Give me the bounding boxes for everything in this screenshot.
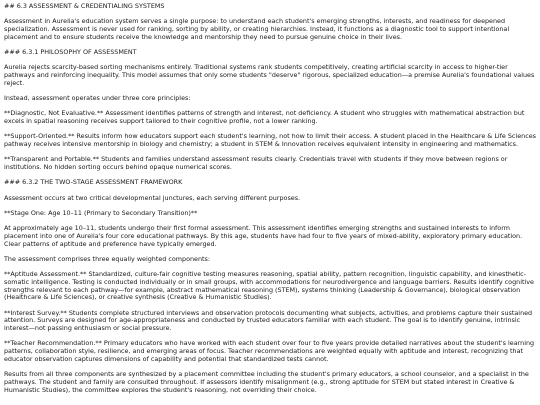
stage-one-paragraph: At approximately age 10–11, students undergo their first formal assessment. This assessment identifies emerging strengths and sustained interests to inform placement into one of Aurelia's four core educational pathways. By this age, students have had four to five years of mixed-ability, exploratory primary education. Clear patterns of aptitude and preference have typically emerged. (4, 224, 523, 248)
intro-paragraph: Assessment in Aurelia's education system serves a single purpose: to understand each student's emerging strengths, interests, and readiness for deepened specialization. Assessment is never used for ranking, sorting by ability, or creating hierarchies. Instead, it functions as a diagnostic tool to support intentional placement and to ensure students receive the knowledge and mentorship they need to pursue genuine choice in their lives. (4, 17, 510, 41)
philosophy-paragraph: Aurelia rejects scarcity-based sorting mechanisms entirely. Traditional systems rank students competitively, creating artificial scarcity in access to higher-tier pathways and reinforcing inequality. This model assumes that only some students "deserve" rigorous, specialized education—a premise Aurelia's foundational values reject. (4, 63, 535, 87)
stage-one-heading: **Stage One: Age 10–11 (Primary to Secondary Transition)** (4, 208, 198, 217)
component-interest: **Interest Survey.** Students complete structured interviews and observation protocols documenting what subjects, activities, and problems capture their sustained attention. Surveys are designed for age-appropriateness and conducted by trusted educators familiar with each student. The goal is to identify genuine, intrinsic interest—not passing enthusiasm or social pressure. (4, 308, 533, 332)
principle-support-oriented: **Support-Oriented.** Results inform how educators support each student's learning, not how to limit their access. A student placed in the Healthcare & Life Sciences pathway receives intensive mentorship in biology and chemistry; a student in STEM & Innovation receives equivalent intensity in engineering and mathematics. (4, 132, 536, 148)
components-lead: The assessment comprises three equally weighted components: (4, 254, 211, 263)
component-teacher: **Teacher Recommendation.** Primary educators who have worked with each student over four to five years provide detailed narratives about the student's learning patterns, collaboration style, resilience, and emerging areas of focus. Teacher recommendations are weighted equally with aptitude and interest, recognizing that educator observation captures dimensions of capability and potential that standardized tests cannot. (4, 339, 535, 363)
subsection-heading-framework: ### 6.3.2 THE TWO-STAGE ASSESSMENT FRAMEWORK (4, 178, 183, 187)
component-aptitude: **Aptitude Assessment.** Standardized, culture-fair cognitive testing measures reasoning, spatial ability, pattern recognition, linguistic capability, and kinesthetic-somatic intelligence. Testing is conducted individually or in small groups, with accommodations for neurodivergence and language barriers. Results identify cognitive strengths relevant to each pathway—for example, abstract mathematical reasoning (STEM), systems thinking (Leadership & Governance), biological observation (Healthcare & Life Sciences), or creative synthesis (Creative & Humanistic Studies). (4, 270, 534, 302)
principle-transparent: **Transparent and Portable.** Students and families understand assessment results clearly. Credentials travel with students if they move between regions or institutions. No hidden sorting occurs behind opaque numerical scores. (4, 155, 508, 171)
document-body (4, 3, 537, 402)
principle-diagnostic: **Diagnostic, Not Evaluative.** Assessment identifies patterns of strength and interest, not deficiency. A student who struggles with mathematical abstraction but excels in spatial reasoning receives support tailored to their cognitive profile, not a lower ranking. (4, 109, 525, 125)
framework-intro: Assessment occurs at two critical developmental junctures, each serving different purposes. (4, 193, 301, 202)
section-heading: ## 6.3 ASSESSMENT & CREDENTIALING SYSTEMS (4, 2, 165, 10)
subsection-heading-philosophy: ### 6.3.1 PHILOSOPHY OF ASSESSMENT (4, 48, 137, 56)
principles-lead: Instead, assessment operates under three core principles: (4, 94, 191, 102)
synthesis-paragraph: Results from all three components are synthesized by a placement committee including the student's primary educators, a school counselor, and a specialist in the pathways. The student and family are consulted throughout. If assessors identify misalignment (e.g., strong aptitude for STEM but stated interest in Creative & Humanistic Studies), the committee explores the student's reasoning, not overriding their choice. (4, 370, 529, 394)
